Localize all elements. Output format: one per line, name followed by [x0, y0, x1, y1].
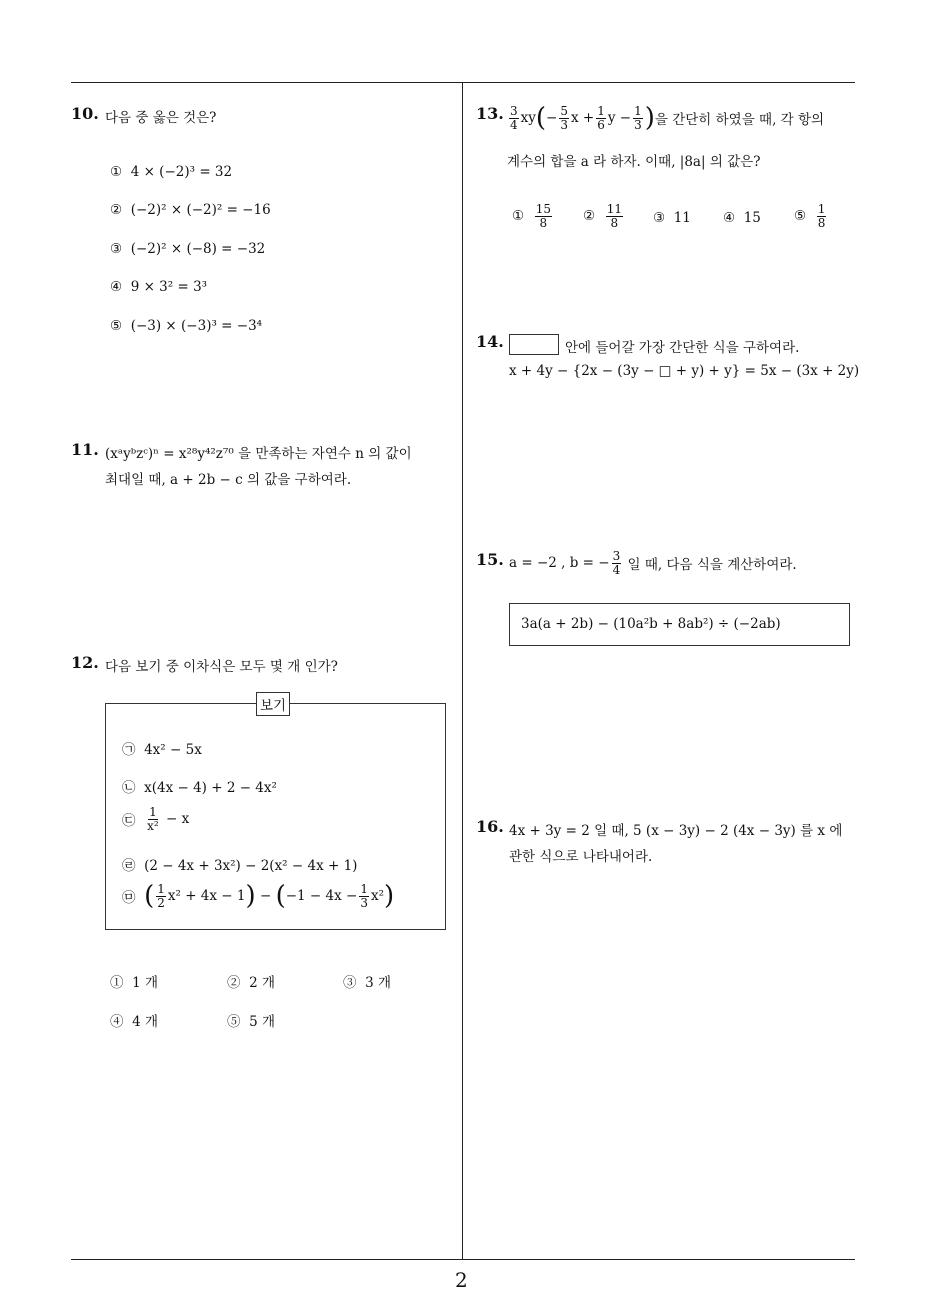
- option-marker: ③: [653, 210, 666, 226]
- numerator: 3: [612, 549, 621, 563]
- option-text: 9 × 3² = 3³: [130, 279, 208, 295]
- option-text: 4 × (−2)³ = 32: [130, 164, 233, 180]
- column-divider: [462, 82, 463, 1260]
- example-item-1: [122, 738, 202, 758]
- fraction: [817, 203, 827, 229]
- option-marker: ②: [227, 975, 241, 991]
- denominator: 8: [610, 215, 619, 230]
- option-text: (−2)² × (−2)² = −16: [130, 202, 271, 218]
- example-item-4: [122, 854, 357, 874]
- item-marker: ㉣: [122, 858, 136, 874]
- option-text: 15: [743, 210, 761, 226]
- item-text: (2 − 4x + 3x²) − 2(x² − 4x + 1): [144, 858, 358, 874]
- fraction: [606, 203, 623, 229]
- item-text: −1 − 4x −: [285, 888, 358, 905]
- option-marker: ①: [110, 164, 123, 180]
- fraction: [146, 806, 160, 832]
- fraction: [612, 550, 622, 576]
- q11-line2: 최대일 때, a + 2b − c 의 값을 구하여라.: [105, 472, 352, 488]
- option-text: 5 개: [249, 1014, 276, 1030]
- q12-option-2[interactable]: [227, 971, 275, 991]
- q13-option-3[interactable]: [653, 210, 691, 226]
- q16-number: 16.: [476, 817, 504, 836]
- fraction: [535, 203, 552, 229]
- denominator: 4: [510, 117, 518, 132]
- option-marker: ④: [110, 279, 123, 295]
- item-text: 4x² − 5x: [144, 742, 202, 758]
- q13-option-5[interactable]: [794, 203, 828, 229]
- option-marker: ④: [723, 210, 736, 226]
- q10-option-4[interactable]: [110, 279, 207, 295]
- q13-option-2[interactable]: [583, 203, 625, 229]
- option-marker: ⑤: [110, 318, 123, 334]
- denominator: 8: [539, 215, 548, 230]
- item-text: x² + 4x − 1: [167, 888, 246, 905]
- q14-equation: x + 4y − {2x − (3y − □ + y) + y} = 5x − (3x + 2y): [509, 363, 860, 379]
- variable-text: xy: [520, 110, 536, 127]
- item-marker: ㉠: [122, 742, 136, 758]
- option-marker: ②: [110, 202, 123, 218]
- q16-line2: 관한 식으로 나타내어라.: [509, 849, 653, 865]
- paren-close: ): [384, 881, 395, 912]
- q15-number: 15.: [476, 550, 504, 569]
- fraction: [596, 105, 606, 131]
- q13-expression: [507, 103, 825, 134]
- example-item-2: [122, 776, 277, 796]
- q10-option-2[interactable]: [110, 202, 271, 218]
- numerator: 3: [510, 104, 518, 118]
- option-marker: ③: [110, 241, 123, 257]
- option-text: 4 개: [132, 1014, 159, 1030]
- q14-question: 안에 들어갈 가장 간단한 식을 구하여라.: [565, 340, 800, 356]
- term-text: y −: [607, 110, 632, 127]
- option-marker: ③: [343, 975, 357, 991]
- q15-expression: 3a(a + 2b) − (10a²b + 8ab²) ÷ (−2ab): [521, 616, 781, 632]
- q13-line2: 계수의 합을 a 라 하자. 이때, |8a| 의 값은?: [507, 154, 761, 170]
- denominator: 3: [560, 117, 568, 132]
- paren-close: ): [245, 881, 256, 912]
- option-marker: ⑤: [794, 208, 807, 225]
- fraction: [559, 105, 569, 131]
- denominator: 4: [612, 562, 621, 577]
- q12-option-3[interactable]: [343, 971, 391, 991]
- q15-condition: [509, 550, 797, 576]
- item-marker: ㉡: [122, 780, 136, 796]
- option-text: (−2)² × (−8) = −32: [130, 241, 266, 257]
- q11-line1: (xᵃyᵇzᶜ)ⁿ = x²⁸y⁴²z⁷⁰ 을 만족하는 자연수 n 의 값이: [105, 446, 412, 462]
- q14-number: 14.: [476, 332, 504, 351]
- numerator: 1: [634, 104, 642, 118]
- option-text: 11: [673, 210, 691, 226]
- option-text: (−3) × (−3)³ = −3⁴: [130, 318, 263, 334]
- paren-open: (: [144, 881, 155, 912]
- q12-option-4[interactable]: [110, 1010, 158, 1030]
- minus-sign: −: [259, 888, 272, 905]
- numerator: 1: [149, 805, 157, 819]
- q12-number: 12.: [71, 653, 99, 672]
- option-text: 1 개: [132, 975, 159, 991]
- minus-sign: −: [546, 110, 558, 127]
- q13-option-4[interactable]: [723, 210, 761, 226]
- numerator: 11: [606, 202, 622, 216]
- denominator: 6: [597, 117, 605, 132]
- fraction: [633, 105, 643, 131]
- example-item-3: [122, 806, 189, 832]
- condition-text: a = −2 , b = −: [509, 555, 610, 572]
- numerator: 1: [157, 882, 165, 896]
- denominator: x²: [147, 818, 159, 833]
- page-number: 2: [455, 1268, 468, 1292]
- example-item-5: [122, 881, 395, 912]
- option-marker: ①: [110, 975, 124, 991]
- paren-open: (: [535, 103, 547, 134]
- q16-line1: 4x + 3y = 2 일 때, 5 (x − 3y) − 2 (4x − 3y) 를 x 에: [509, 823, 843, 839]
- bottom-rule: [71, 1259, 855, 1260]
- q15-question: 일 때, 다음 식을 계산하여라.: [627, 557, 797, 574]
- item-text: − x: [165, 811, 190, 828]
- q13-line1-tail: 을 간단히 하였을 때, 각 항의: [654, 112, 825, 129]
- q10-question: 다음 중 옳은 것은?: [105, 110, 217, 126]
- numerator: 15: [535, 202, 551, 216]
- numerator: 1: [360, 882, 368, 896]
- blank-box: [509, 334, 559, 355]
- numerator: 1: [817, 202, 826, 216]
- option-marker: ②: [583, 208, 596, 225]
- denominator: 8: [817, 215, 826, 230]
- item-text: x²: [370, 888, 384, 905]
- denominator: 3: [360, 895, 368, 910]
- q10-option-5[interactable]: [110, 318, 262, 334]
- item-marker: ㉤: [122, 890, 136, 907]
- denominator: 2: [157, 895, 165, 910]
- option-text: 2 개: [249, 975, 276, 991]
- q12-option-5[interactable]: [227, 1010, 275, 1030]
- denominator: 3: [634, 117, 642, 132]
- q10-option-1[interactable]: [110, 164, 232, 180]
- paren-close: ): [644, 103, 655, 134]
- fraction: [509, 105, 519, 131]
- example-box-label: 보기: [256, 692, 290, 716]
- q10-option-3[interactable]: [110, 241, 265, 257]
- term-text: x +: [571, 110, 595, 127]
- top-rule: [71, 82, 855, 83]
- q13-number: 13.: [476, 104, 504, 123]
- fraction: [359, 883, 369, 909]
- numerator: 1: [597, 104, 605, 118]
- q13-option-1[interactable]: [512, 203, 554, 229]
- q12-question: 다음 보기 중 이차식은 모두 몇 개 인가?: [105, 659, 338, 675]
- paren-open: (: [275, 881, 286, 912]
- numerator: 5: [560, 104, 568, 118]
- q10-number: 10.: [71, 104, 99, 123]
- option-marker: ④: [110, 1014, 124, 1030]
- item-marker: ㉢: [122, 813, 136, 830]
- option-marker: ①: [512, 208, 525, 225]
- option-text: 3 개: [365, 975, 392, 991]
- q12-option-1[interactable]: [110, 971, 158, 991]
- option-marker: ⑤: [227, 1014, 241, 1030]
- item-text: x(4x − 4) + 2 − 4x²: [144, 780, 277, 796]
- fraction: [156, 883, 166, 909]
- q11-number: 11.: [71, 440, 99, 459]
